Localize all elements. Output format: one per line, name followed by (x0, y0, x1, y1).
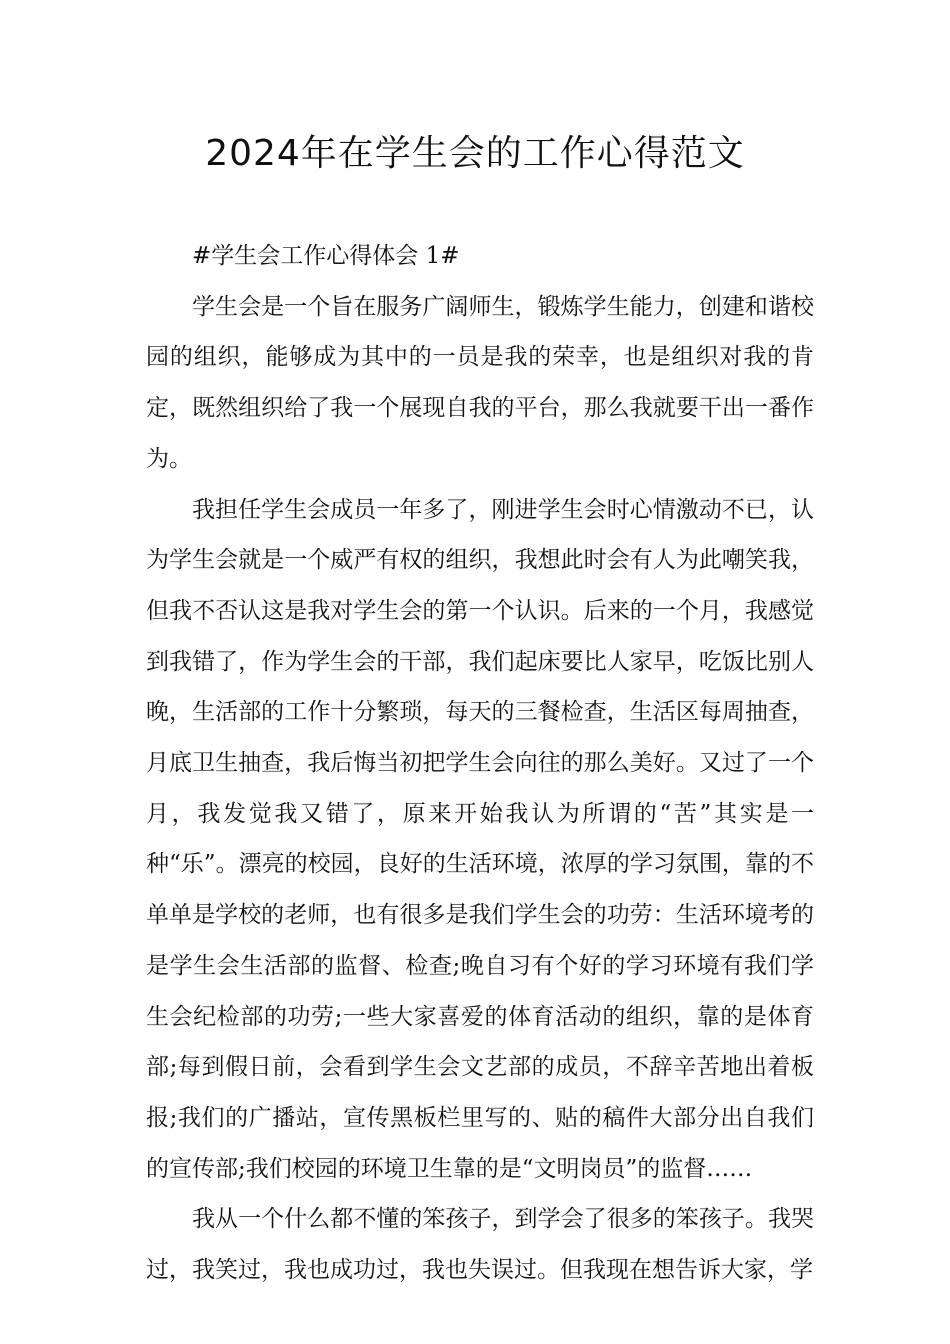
paragraph: 我从一个什么都不懂的笨孩子，到学会了很多的笨孩子。我哭过，我笑过，我也成功过，我也失误过。但我现在想告诉大家，学 (146, 1206, 814, 1284)
section-heading: #学生会工作心得体会 1# (192, 243, 460, 269)
document-title: 2024年在学生会的工作心得范文 (205, 133, 745, 174)
paragraph: 学生会是一个旨在服务广阔师生，锻炼学生能力，创建和谐校园的组织，能够成为其中的一员是我的荣幸，也是组织对我的肯定，既然组织给了我一个展现自我的平台，那么我就要干出一番作为。 (146, 293, 814, 472)
paragraph: 我担任学生会成员一年多了，刚进学生会时心情激动不已，认为学生会就是一个威严有权的组织，我想此时会有人为此嘲笑我，但我不否认这是我对学生会的第一个认识。后来的一个月，我感觉到我错了，作为学生会的干部，我们起床要比人家早，吃饭比别人晚，生活部的工作十分繁琐，每天的三餐检查，生活区每周抽查，月底卫生抽查，我后悔当初把学生会向往的那么美好。又过了一个月，我发觉我又错了，原来开始我认为所谓的“苦”其实是一种“乐”。漂亮的校园，良好的生活环境，浓厚的学习氛围，靠的不单单是学校的老师，也有很多是我们学生会的功劳：生活环境考的是学生会生活部的监督、检查;晚自习有个好的学习环境有我们学生会纪检部的功劳;一些大家喜爱的体育活动的组织，靠的是体育部;每到假日前，会看到学生会文艺部的成员，不辞辛苦地出着板报;我们的广播站，宣传黑板栏里写的、贴的稿件大部分出自我们的宣传部;我们校园的环境卫生靠的是“文明岗员”的监督…… (146, 496, 814, 1182)
document-body (146, 231, 814, 1296)
